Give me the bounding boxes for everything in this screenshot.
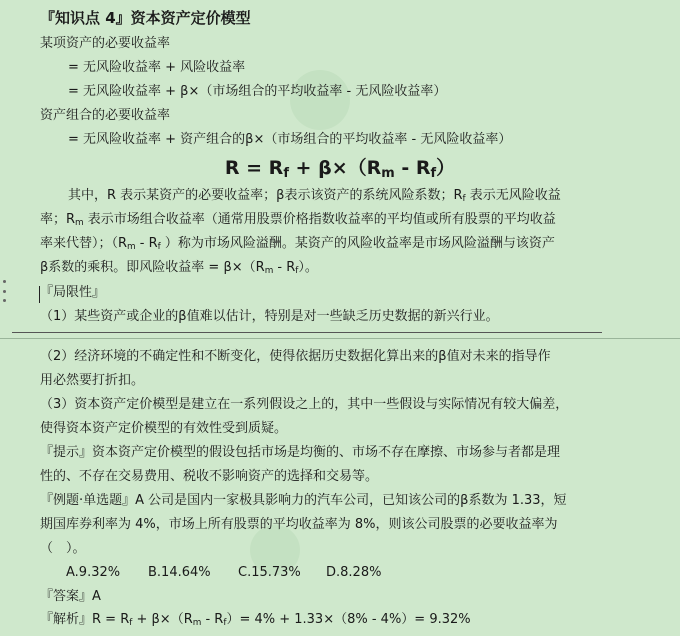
text-line: = 无风险收益率 + 资产组合的β×（市场组合的平均收益率 - 无风险收益率） xyxy=(68,132,512,147)
text-line: = 无风险收益率 + 风险收益率 xyxy=(68,60,246,75)
formula-part: R = R xyxy=(224,157,284,179)
subscript: f xyxy=(129,618,133,629)
text-span: - R xyxy=(135,236,158,251)
subscript: f xyxy=(462,194,466,205)
explain-line xyxy=(40,234,555,254)
page-break-line xyxy=(0,338,680,339)
text-span: ）称为市场风险溢酬。某资产的风险收益率是市场风险溢酬与该资产 xyxy=(160,236,555,251)
example-line: （ ）。 xyxy=(40,541,86,556)
formula-part: + β×（R xyxy=(288,157,382,179)
formula-subscript: f xyxy=(430,166,437,182)
subscript: m xyxy=(75,218,84,229)
limits-heading: 『局限性』 xyxy=(40,285,106,300)
text-line: 某项资产的必要收益率 xyxy=(40,36,171,51)
explain-line xyxy=(40,258,318,278)
text-span: 表示市场组合收益率（通常用股票价格指数收益率的平均值或所有股票的平均收益 xyxy=(83,212,556,227)
example-line: 期国库券利率为 4%，市场上所有股票的平均收益率为 8%，则该公司股票的必要收益率为 xyxy=(40,517,558,532)
text-span: 其中，R 表示某资产的必要收益率；β表示该资产的系统风险系数；R xyxy=(68,188,463,203)
formula-subscript: m xyxy=(381,166,395,182)
subscript: m xyxy=(192,618,202,629)
explain-line xyxy=(68,186,561,206)
subscript: f xyxy=(157,242,161,253)
drag-handle-icon[interactable] xyxy=(1,280,7,302)
text-span: β系数的乘积。即风险收益率 = β×（R xyxy=(40,260,265,275)
limit-item: （2）经济环境的不确定性和不断变化，使得依据历史数据化算出来的β值对未来的指导作 xyxy=(40,349,551,364)
formula-part: ） xyxy=(436,157,456,179)
option-b: B.14.64% xyxy=(148,565,211,580)
text-span: ）。 xyxy=(298,260,318,275)
text-span: + β×（R xyxy=(132,612,193,627)
example-line: 『例题·单选题』A 公司是国内一家极具影响力的汽车公司，已知该公司的β系数为 1.33，短 xyxy=(40,493,567,508)
text-span: - R xyxy=(201,612,224,627)
page-break-line xyxy=(12,332,602,333)
section-title: 『知识点 4』资本资产定价模型 xyxy=(40,9,251,27)
explain-line xyxy=(40,210,556,230)
option-d: D.8.28% xyxy=(326,565,382,580)
text-span: 表示无风险收益 xyxy=(465,188,561,203)
subscript: f xyxy=(223,618,227,629)
subscript: m xyxy=(264,266,274,277)
analysis-line xyxy=(40,610,471,630)
limit-item: 用必然要打折扣。 xyxy=(40,373,145,388)
limit-item: （1）某些资产或企业的β值难以估计，特别是对一些缺乏历史数据的新兴行业。 xyxy=(40,309,499,324)
option-c: C.15.73% xyxy=(238,565,301,580)
text-span: 率；R xyxy=(40,212,76,227)
text-span: ）= 4% + 1.33×（8% - 4%）= 9.32% xyxy=(226,612,471,627)
limit-item: （3）资本资产定价模型是建立在一系列假设之上的，其中一些假设与实际情况有较大偏差， xyxy=(40,397,569,412)
subscript: f xyxy=(295,266,299,277)
text-span: 『解析』R = R xyxy=(40,612,130,627)
answer-line: 『答案』A xyxy=(40,589,101,604)
option-a: A.9.32% xyxy=(66,565,121,580)
tip-line: 性的、不存在交易费用、税收不影响资产的选择和交易等。 xyxy=(40,469,379,484)
tip-line: 『提示』资本资产定价模型的假设包括市场是均衡的、市场不存在摩擦、市场参与者都是理 xyxy=(40,445,561,460)
text-span: 率来代替）；（R xyxy=(40,236,128,251)
formula-part: - R xyxy=(394,157,431,179)
subscript: m xyxy=(127,242,136,253)
text-span: - R xyxy=(273,260,296,275)
text-line: = 无风险收益率 + β×（市场组合的平均收益率 - 无风险收益率） xyxy=(68,84,447,99)
limit-item: 使得资本资产定价模型的有效性受到质疑。 xyxy=(40,421,288,436)
capm-formula xyxy=(0,155,680,181)
formula-subscript: f xyxy=(283,166,289,182)
text-line: 资产组合的必要收益率 xyxy=(40,108,171,123)
